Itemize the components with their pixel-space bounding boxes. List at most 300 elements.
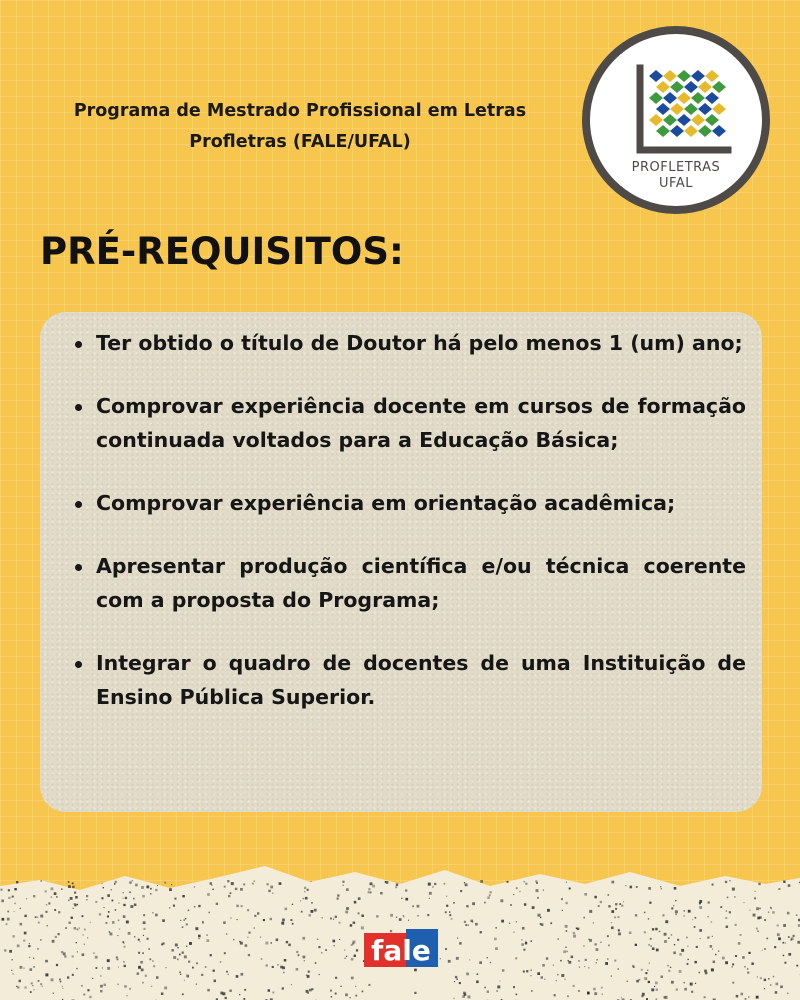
footer-speckle	[207, 893, 210, 896]
footer-speckle	[550, 922, 552, 924]
footer-speckle	[484, 987, 486, 989]
footer-speckle	[463, 992, 466, 995]
footer-speckle	[71, 917, 73, 919]
footer-speckle	[636, 886, 638, 888]
footer-speckle	[629, 932, 632, 935]
footer-speckle	[334, 945, 335, 946]
footer-speckle	[186, 923, 188, 925]
footer-speckle	[335, 916, 337, 918]
footer-speckle	[656, 949, 659, 952]
footer-speckle	[573, 935, 576, 938]
footer-speckle	[304, 891, 306, 893]
fale-logo	[364, 929, 438, 969]
footer-speckle	[61, 888, 63, 890]
footer-speckle	[673, 905, 674, 906]
footer-speckle	[84, 929, 86, 931]
footer-speckle	[704, 996, 706, 998]
footer-speckle	[619, 903, 621, 905]
footer-speckle	[479, 961, 482, 964]
footer-speckle	[778, 937, 781, 940]
footer-speckle	[515, 957, 517, 959]
footer-speckle	[14, 903, 15, 904]
footer-speckle	[177, 947, 178, 948]
footer-speckle	[101, 897, 103, 899]
footer-speckle	[675, 914, 677, 916]
footer-speckle	[793, 935, 795, 937]
footer-speckle	[345, 993, 348, 996]
footer-speckle	[29, 957, 30, 958]
footer-speckle	[611, 976, 612, 977]
footer-speckle	[257, 912, 259, 914]
footer-speckle	[740, 934, 742, 936]
footer-speckle	[173, 905, 175, 907]
footer-speckle	[561, 974, 564, 977]
footer-speckle	[782, 942, 784, 944]
footer-speckle	[114, 883, 116, 885]
footer-speckle	[446, 905, 448, 907]
footer-speckle	[755, 891, 756, 892]
footer-speckle	[532, 906, 535, 909]
footer-speckle	[608, 894, 610, 896]
footer-speckle	[311, 988, 313, 990]
footer-speckle	[226, 933, 228, 935]
footer-speckle	[296, 968, 299, 971]
footer-speckle	[330, 990, 332, 992]
footer-speckle	[285, 908, 288, 911]
footer-speckle	[86, 895, 88, 897]
footer-speckle	[8, 889, 10, 891]
footer-speckle	[608, 905, 610, 907]
footer-speckle	[14, 911, 15, 912]
footer-speckle	[303, 956, 306, 959]
footer-speckle	[661, 888, 662, 889]
footer-speckle	[587, 991, 589, 993]
footer-speckle	[318, 946, 320, 948]
footer-speckle	[254, 915, 256, 917]
footer-speckle	[65, 927, 67, 929]
footer-speckle	[279, 883, 281, 885]
footer-speckle	[560, 960, 562, 962]
footer-speckle	[194, 906, 196, 908]
footer-speckle	[20, 908, 21, 909]
footer-speckle	[33, 989, 34, 990]
footer-speckle	[775, 991, 778, 994]
footer-speckle	[676, 989, 678, 991]
footer-speckle	[31, 982, 33, 984]
logo-diamond	[684, 103, 698, 115]
footer-speckle	[453, 998, 454, 999]
footer-speckle	[182, 895, 184, 897]
footer-speckle	[385, 881, 387, 883]
footer-speckle	[268, 890, 270, 892]
footer-speckle	[239, 994, 240, 995]
footer-speckle	[596, 962, 597, 963]
footer-speckle	[272, 893, 273, 894]
footer-speckle	[540, 917, 541, 918]
footer-speckle	[59, 979, 61, 981]
footer-speckle	[109, 931, 110, 932]
footer-speckle	[396, 917, 397, 918]
footer-speckle	[595, 943, 597, 945]
footer-speckle	[23, 940, 25, 942]
footer-speckle	[651, 988, 654, 991]
footer-speckle	[230, 892, 232, 894]
footer-speckle	[583, 917, 585, 919]
footer-speckle	[459, 942, 461, 944]
footer-speckle	[500, 899, 503, 902]
page-title: PRÉ-REQUISITOS:	[40, 230, 404, 273]
footer-speckle	[526, 970, 528, 972]
footer-speckle	[243, 884, 245, 886]
footer-speckle	[291, 984, 292, 985]
footer-speckle	[143, 935, 144, 936]
footer-speckle	[208, 912, 210, 914]
logo-diamond	[670, 125, 684, 137]
footer-speckle	[547, 909, 550, 912]
footer-speckle	[7, 911, 9, 913]
footer-speckle	[644, 931, 646, 933]
footer-speckle	[732, 888, 735, 891]
footer-speckle	[607, 958, 608, 959]
footer-speckle	[216, 903, 218, 905]
footer-speckle	[33, 895, 35, 897]
footer-speckle	[62, 986, 63, 987]
footer-speckle	[768, 978, 769, 979]
logo-diamond	[656, 125, 670, 137]
footer-speckle	[784, 962, 786, 964]
footer-speckle	[124, 985, 126, 987]
footer-speckle	[152, 960, 154, 962]
footer-speckle	[83, 994, 85, 996]
footer-speckle	[370, 892, 372, 894]
footer-speckle	[675, 900, 676, 901]
footer-speckle	[469, 959, 470, 960]
footer-speckle	[224, 886, 226, 888]
footer-speckle	[118, 967, 119, 968]
footer-speckle	[108, 916, 109, 917]
footer-speckle	[235, 888, 237, 890]
footer-speckle	[751, 963, 754, 966]
footer-speckle	[182, 952, 184, 954]
footer-speckle	[679, 953, 682, 956]
logo-diamond	[649, 114, 663, 126]
footer-speckle	[115, 881, 117, 883]
footer-speckle	[100, 990, 103, 993]
footer-speckle	[183, 919, 185, 921]
footer-speckle	[58, 911, 60, 913]
footer-speckle	[757, 976, 758, 977]
footer-speckle	[26, 898, 27, 899]
footer-speckle	[333, 940, 336, 943]
footer-speckle	[541, 976, 543, 978]
footer-speckle	[542, 964, 545, 967]
footer-speckle	[61, 951, 63, 953]
footer-speckle	[563, 950, 566, 953]
footer-speckle	[143, 921, 146, 924]
footer-speckle	[119, 928, 120, 929]
footer-speckle	[611, 927, 614, 930]
footer-speckle	[569, 888, 571, 890]
footer-speckle	[358, 897, 361, 900]
footer-speckle	[123, 904, 125, 906]
footer-speckle	[566, 930, 568, 932]
footer-speckle	[182, 926, 184, 928]
footer-speckle	[223, 921, 226, 924]
footer-speckle	[615, 903, 617, 905]
footer-speckle	[464, 882, 465, 883]
footer-speckle	[460, 890, 462, 892]
footer-speckle	[304, 887, 306, 889]
logo-diamond	[698, 81, 712, 93]
footer-speckle	[74, 892, 76, 894]
footer-speckle	[699, 902, 701, 904]
footer-speckle	[53, 993, 54, 994]
footer-speckle	[372, 885, 375, 888]
footer-speckle	[141, 886, 144, 889]
footer-speckle	[644, 977, 647, 980]
footer-speckle	[33, 966, 35, 968]
footer-speckle	[712, 884, 714, 886]
footer-speckle	[82, 915, 84, 917]
logo-diamond	[705, 92, 719, 104]
footer-speckle	[480, 880, 483, 883]
footer-speckle	[271, 942, 273, 944]
footer-speckle	[675, 910, 678, 913]
requirement-item: Comprovar experiência em orientação acadêmica;	[96, 486, 746, 520]
footer-speckle	[169, 888, 172, 891]
footer-speckle	[175, 944, 178, 947]
footer-speckle	[142, 895, 145, 898]
footer-speckle	[314, 909, 317, 912]
footer-speckle	[247, 909, 249, 911]
logo-diamond	[705, 70, 719, 82]
logo-diamond	[670, 103, 684, 115]
footer-speckle	[331, 996, 332, 997]
footer-speckle	[179, 972, 180, 973]
footer-speckle	[405, 898, 408, 901]
footer-speckle	[668, 937, 670, 939]
footer-speckle	[116, 956, 118, 958]
footer-speckle	[72, 955, 74, 957]
footer-speckle	[472, 902, 475, 905]
footer-speckle	[497, 985, 500, 988]
footer-speckle	[546, 957, 548, 959]
footer-speckle	[260, 937, 261, 938]
footer-speckle	[123, 915, 126, 918]
footer-speckle	[711, 921, 713, 923]
footer-speckle	[45, 973, 48, 976]
footer-speckle	[449, 914, 451, 916]
footer-speckle	[346, 888, 349, 891]
footer-speckle	[244, 989, 246, 991]
footer-speckle	[444, 883, 446, 885]
footer-speckle	[471, 920, 474, 923]
requirement-item: Ter obtido o título de Doutor há pelo menos 1 (um) ano;	[96, 326, 746, 360]
footer-speckle	[189, 942, 192, 945]
footer-speckle	[531, 990, 532, 991]
footer-speckle	[237, 919, 238, 920]
footer-speckle	[487, 957, 488, 958]
footer-speckle	[247, 937, 248, 938]
footer-speckle	[670, 967, 671, 968]
footer-speckle	[350, 924, 353, 927]
footer-speckle	[446, 896, 447, 897]
footer-speckle	[111, 889, 112, 890]
footer-speckle	[146, 886, 149, 889]
footer-speckle	[351, 977, 354, 980]
footer-speckle	[353, 941, 356, 944]
footer-speckle	[210, 882, 212, 884]
footer-speckle	[267, 883, 269, 885]
footer-speckle	[370, 882, 373, 885]
footer-speckle	[123, 943, 124, 944]
program-acronym: Profletras (FALE/UFAL)	[189, 132, 411, 152]
footer-speckle	[614, 917, 616, 919]
footer-speckle	[143, 928, 145, 930]
footer-speckle	[456, 957, 459, 960]
footer-speckle	[207, 989, 210, 992]
footer-speckle	[54, 892, 57, 895]
footer-speckle	[180, 920, 181, 921]
footer-speckle	[465, 883, 468, 886]
footer-speckle	[600, 901, 602, 903]
footer-speckle	[744, 902, 745, 903]
footer-speckle	[56, 896, 58, 898]
footer-speckle	[742, 956, 745, 959]
logo-text-profletras: PROFLETRAS	[631, 160, 721, 175]
footer-speckle	[291, 919, 293, 921]
footer-speckle	[568, 960, 569, 961]
footer-speckle	[664, 933, 667, 936]
footer-speckle	[55, 936, 57, 938]
footer-speckle	[537, 897, 539, 899]
footer-speckle	[650, 938, 652, 940]
footer-speckle	[281, 922, 284, 925]
footer-speckle	[187, 975, 189, 977]
footer-speckle	[12, 896, 14, 898]
footer-speckle	[659, 931, 661, 933]
footer-speckle	[466, 905, 468, 907]
footer-speckle	[747, 968, 748, 969]
footer-speckle	[495, 947, 498, 950]
footer-speckle	[142, 982, 144, 984]
footer-speckle	[376, 915, 379, 918]
footer-speckle	[688, 910, 691, 913]
logo-diamond	[698, 103, 712, 115]
footer-speckle	[317, 939, 318, 940]
footer-speckle	[764, 979, 766, 981]
footer-speckle	[140, 961, 143, 964]
footer-speckle	[683, 915, 684, 916]
footer-speckle	[633, 966, 635, 968]
footer-speckle	[241, 973, 244, 976]
footer-speckle	[543, 890, 544, 891]
footer-speckle	[684, 910, 686, 912]
footer-speckle	[70, 897, 73, 900]
footer-speckle	[618, 929, 620, 931]
footer-speckle	[537, 972, 540, 975]
footer-speckle	[556, 980, 557, 981]
footer-speckle	[715, 954, 716, 955]
footer-speckle	[137, 974, 138, 975]
footer-speckle	[656, 989, 658, 991]
footer-speckle	[434, 883, 436, 885]
footer-speckle	[45, 890, 47, 892]
footer-speckle	[726, 910, 727, 911]
footer-speckle	[141, 969, 144, 972]
footer-speckle	[695, 983, 696, 984]
footer-speckle	[67, 976, 69, 978]
footer-speckle	[566, 951, 568, 953]
footer-speckle	[516, 994, 518, 996]
footer-speckle	[677, 939, 679, 941]
footer-speckle	[427, 914, 429, 916]
footer-speckle	[74, 927, 77, 930]
footer-speckle	[770, 984, 772, 986]
footer-speckle	[611, 922, 612, 923]
footer-speckle	[521, 943, 524, 946]
footer-speckle	[788, 884, 791, 887]
footer-speckle	[429, 898, 430, 899]
footer-speckle	[162, 919, 165, 922]
footer-speckle	[487, 897, 489, 899]
footer-speckle	[201, 974, 203, 976]
footer-speckle	[510, 904, 512, 906]
footer-speckle	[54, 909, 56, 911]
logo-diamond	[663, 70, 677, 82]
footer-speckle	[679, 970, 682, 973]
footer-speckle	[725, 961, 728, 964]
footer-speckle	[89, 996, 91, 998]
footer-speckle	[77, 904, 79, 906]
footer-speckle	[110, 933, 113, 936]
footer-speckle	[270, 918, 272, 920]
footer-speckle	[77, 951, 78, 952]
footer-speckle	[99, 913, 101, 915]
footer-speckle	[660, 886, 661, 887]
footer-speckle	[226, 971, 228, 973]
footer-speckle	[211, 885, 212, 886]
footer-speckle	[353, 921, 356, 924]
logo-diamond	[705, 114, 719, 126]
footer-speckle	[356, 949, 358, 951]
footer-speckle	[9, 950, 12, 953]
logo-diamond	[663, 92, 677, 104]
profletras-logo	[582, 26, 770, 214]
footer-speckle	[645, 972, 647, 974]
footer-speckle	[186, 946, 187, 947]
footer-speckle	[117, 935, 118, 936]
footer-speckle	[578, 960, 580, 962]
footer-speckle	[705, 972, 708, 975]
footer-speckle	[490, 891, 492, 893]
footer-speckle	[224, 952, 226, 954]
footer-speckle	[735, 955, 737, 957]
footer-speckle	[272, 992, 274, 994]
footer-speckle	[729, 880, 730, 881]
footer-speckle	[722, 957, 725, 960]
footer-speckle	[544, 979, 545, 980]
footer-speckle	[647, 970, 648, 971]
footer-speckle	[725, 917, 727, 919]
footer-speckle	[513, 894, 514, 895]
footer-speckle	[738, 942, 741, 945]
footer-speckle	[665, 996, 668, 999]
footer-speckle	[748, 952, 750, 954]
footer-speckle	[791, 939, 793, 941]
footer-speckle	[298, 954, 300, 956]
footer-speckle	[129, 881, 131, 883]
